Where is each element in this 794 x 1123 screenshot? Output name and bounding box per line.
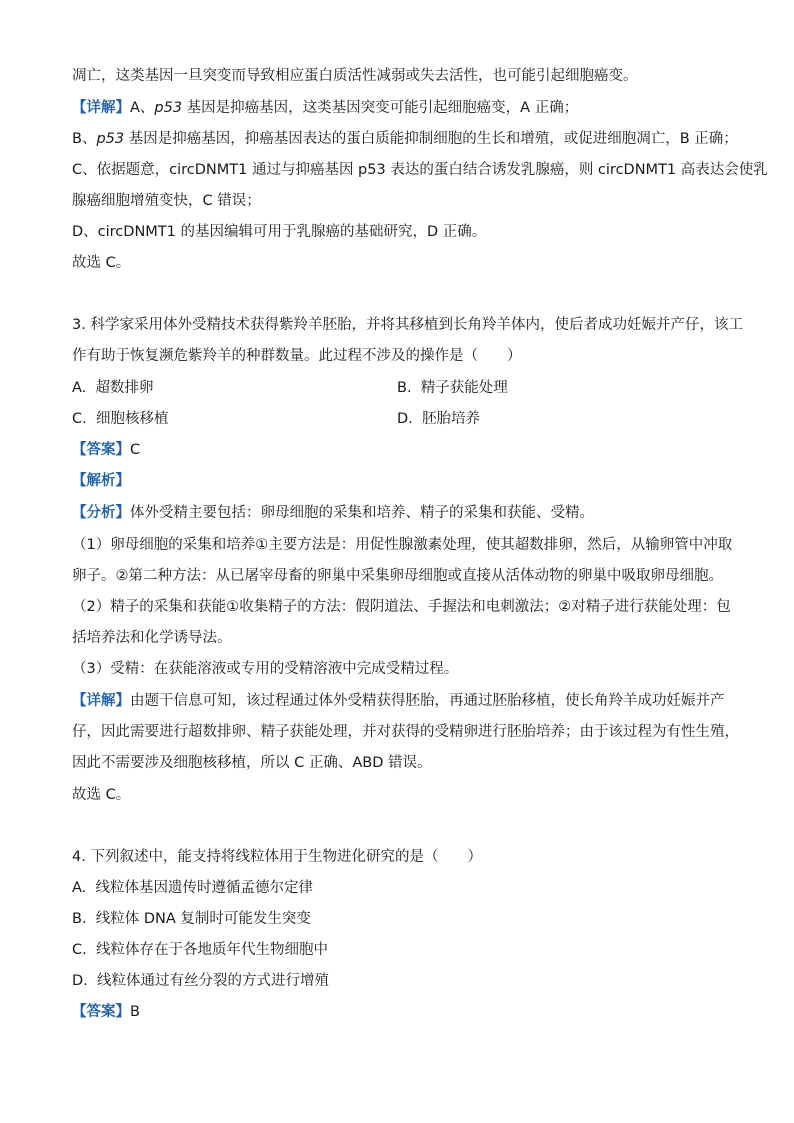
- q3-detail-cont-2: 因此不需要涉及细胞核移植，所以 C 正确、ABD 错误。: [72, 755, 432, 771]
- q3-point-3: （3）受精：在获能溶液或专用的受精溶液中完成受精过程。: [72, 661, 459, 677]
- q3-option-c: C. 细胞核移植: [72, 411, 169, 427]
- q3-option-b: B. 精子获能处理: [397, 380, 508, 396]
- q3-analysis: [72, 471, 130, 491]
- gene-name: p53: [96, 131, 125, 147]
- carryover-line: 凋亡，这类基因一旦突变而导致相应蛋白质活性减弱或失去活性，也可能引起细胞癌变。: [72, 68, 638, 84]
- detail-c-cont: 腺癌细胞增殖变快，C 错误；: [72, 193, 261, 209]
- q3-detail-cont: 仔，因此需要进行超数排卵、精子获能处理，并对获得的受精卵进行胚胎培养；由于该过程为有性生殖，: [72, 724, 739, 740]
- q4-option-d: D. 线粒体通过有丝分裂的方式进行增殖: [72, 973, 329, 989]
- q3-point-1-cont: 卵子。②第二种方法：从已屠宰母畜的卵巢中采集卵母细胞或直接从活体动物的卵巢中吸取卵母细胞。: [72, 568, 723, 584]
- analysis-label: 【解析】: [72, 473, 130, 489]
- q4-stem: 4. 下列叙述中，能支持将线粒体用于生物进化研究的是（ ）: [72, 849, 482, 865]
- q4-option-c: C. 线粒体存在于各地质年代生物细胞中: [72, 942, 328, 958]
- q3-choose: 故选 C。: [72, 787, 131, 803]
- q3-point-2-cont: 括培养法和化学诱导法。: [72, 630, 232, 646]
- detail-label: 【详解】: [72, 693, 130, 709]
- q4-option-b: B. 线粒体 DNA 复制时可能发生突变: [72, 911, 311, 927]
- gene-name: p53: [154, 100, 183, 116]
- detail-label: 【详解】: [72, 100, 130, 116]
- q3-option-a: A. 超数排卵: [72, 380, 154, 396]
- q3-answer: 【答案】C: [72, 442, 141, 458]
- q3-stem: 3. 科学家采用体外受精技术获得紫羚羊胚胎，并将其移植到长角羚羊体内，使后者成功妊娠并产仔，该工: [72, 317, 743, 333]
- q3-stem-cont: 作有助于恢复濒危紫羚羊的种群数量。此过程不涉及的操作是（ ）: [72, 348, 522, 364]
- analyze-label: 【分析】: [72, 505, 130, 521]
- q3-point-1: （1）卵母细胞的采集和培养①主要方法是：用促性腺激素处理，使其超数排卵，然后，从输卵管中冲取: [72, 537, 733, 553]
- q3-analyze: 【分析】体外受精主要包括：卵母细胞的采集和培养、精子的采集和获能、受精。: [72, 505, 594, 521]
- choose-line: 故选 C。: [72, 255, 131, 271]
- detail-c: C、依据题意，circDNMT1 通过与抑癌基因 p53 表达的蛋白结合诱发乳腺癌，则 circDNMT1 高表达会使乳: [72, 162, 768, 178]
- q4-answer: 【答案】B: [72, 1004, 140, 1020]
- detail-a: 【详解】A、p53 基因是抑癌基因，这类基因突变可能引起细胞癌变，A 正确；: [72, 100, 579, 116]
- q4-option-a: A. 线粒体基因遗传时遵循孟德尔定律: [72, 880, 313, 896]
- q3-option-d: D. 胚胎培养: [397, 411, 480, 427]
- answer-label: 【答案】: [72, 1004, 130, 1020]
- q3-detail: 【详解】由题干信息可知，该过程通过体外受精获得胚胎，再通过胚胎移植，使长角羚羊成功妊娠并产: [72, 693, 725, 709]
- answer-label: 【答案】: [72, 442, 130, 458]
- detail-d: D、circDNMT1 的基因编辑可用于乳腺癌的基础研究，D 正确。: [72, 224, 487, 240]
- detail-b: B、p53 基因是抑癌基因，抑癌基因表达的蛋白质能抑制细胞的生长和增殖，或促进细胞凋亡，B 正确；: [72, 131, 738, 147]
- q3-point-2: （2）精子的采集和获能①收集精子的方法：假阴道法、手握法和电刺激法；②对精子进行获能处理：包: [72, 599, 731, 615]
